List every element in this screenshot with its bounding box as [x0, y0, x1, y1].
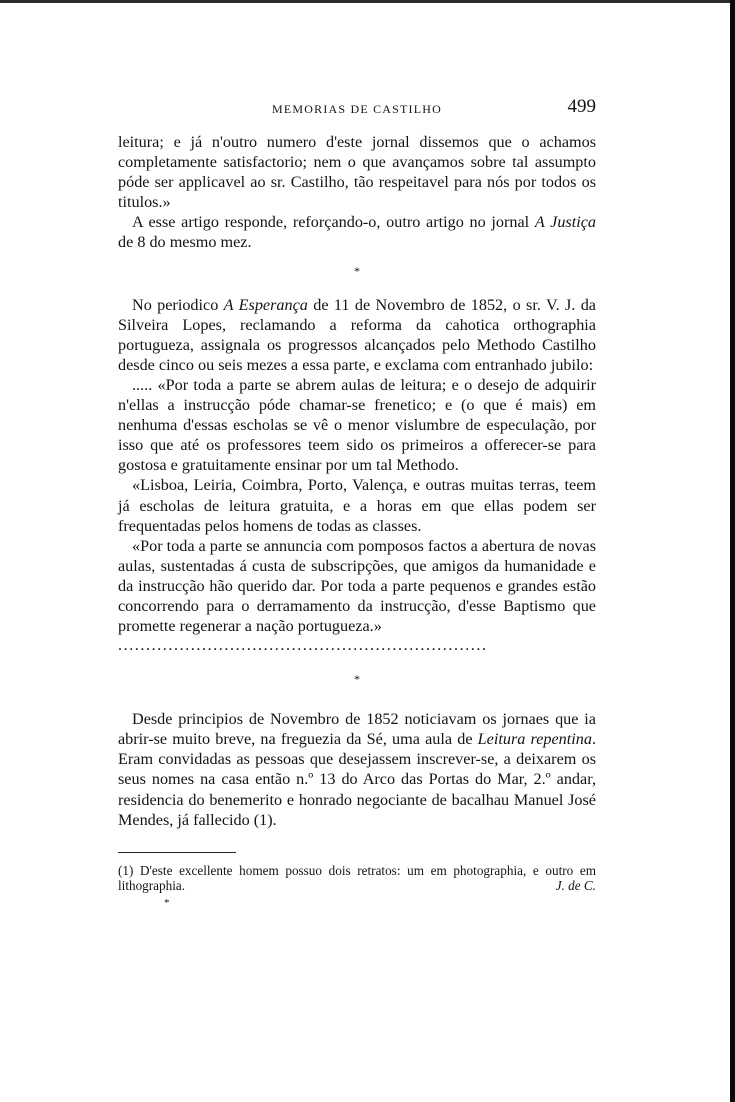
paragraph-1: leitura; e já n'outro numero d'este jornal dissemos que o achamos completamente satisfactorio; nem o que avançamos sobre tal assumpto póde ser applicavel ao sr. Castilho, tão respeitavel para nós por todos os titulos.» — [118, 133, 596, 212]
paragraph-5-quote: «Lisboa, Leiria, Coimbra, Porto, Valença, e outras muitas terras, teem já escholas de leitura gratuita, e a horas em que ellas podem ser frequentadas pelos homens de todas as classes. — [118, 476, 596, 535]
paragraph-3-text-b: de 11 de Novembro de 1852, o sr. V. J. da Silveira Lopes, reclamando a reforma da cahotica orthographia portugueza, assignala os progressos alcançados pelo Methodo Castilho desde cinco ou seis mezes a essa parte, e exclama com entranhado jubilo: — [118, 295, 596, 374]
paragraph-3-text-a: No periodico — [132, 295, 224, 314]
section-asterism-2: * — [354, 672, 360, 687]
footnote-signature: J. de C. — [555, 877, 596, 893]
paragraph-7-text-a: Desde principios de Novembro de 1852 noticiavam os jornaes que ia abrir-se muito breve, na freguezia da Sé, uma aula de — [118, 710, 596, 749]
paragraph-3 — [118, 295, 596, 375]
paragraph-7 — [118, 709, 596, 830]
running-title: MEMORIAS DE CASTILHO — [272, 102, 443, 116]
paragraph-2-text-a: A esse artigo responde, reforçando-o, outro artigo no jornal — [132, 213, 535, 232]
running-head — [118, 96, 596, 126]
page-edge-right — [730, 0, 735, 1102]
course-title-leitura-repentina: Leitura repentina — [477, 730, 592, 749]
page-edge-top — [0, 0, 735, 3]
paragraph-4-quote: ..... «Por toda a parte se abrem aulas de leitura; e o desejo de adquirir n'ellas a instrucção póde chamar-se frenetico; e (o que é mais) em nenhuma d'essas escholas se vê o menor vislumbre de especulação, por isso que até os professores teem sido os primeiros a offerecer-se para gostosa e gratuitamente ensinar por um tal Methodo. — [118, 375, 596, 475]
paragraph-6-quote: «Por toda a parte se annuncia com pomposos factos a abertura de novas aulas, sustentadas á custa de subscripções, que amigos da humanidade e da instrucção hão querido dar. Por toda a parte pequenos e grandes estão concorrendo para o derramamento da instrucção, d'esse Baptismo que promette regenerar a nação portugueza.» — [118, 536, 596, 636]
journal-title-a-esperanca: A Esperança — [223, 295, 308, 314]
footnote-rule — [118, 852, 236, 853]
body-text — [118, 132, 596, 830]
paragraph-2 — [118, 212, 596, 252]
page-number: 499 — [567, 96, 596, 117]
paragraph-2-text-b: de 8 do mesmo mez. — [118, 233, 252, 252]
paragraph-7-text-b: . Eram convidadas as pessoas que desejassem inscrever-se, a deixarem os seus nomes na casa então n.º 13 do Arco das Portas do Mar, 2.º andar, residencia do benemerito e honrado negociante de bacalhau Manuel José Mendes, já fallecido (1). — [118, 730, 596, 829]
footnote — [118, 863, 596, 893]
footnote-asterisk: * — [164, 896, 170, 909]
journal-title-a-justica: A Justiça — [534, 213, 596, 232]
footnote-text: (1) D'este excellente homem possuo dois retratos: um em photographia, e outro em lithographia. — [118, 862, 596, 893]
section-asterism-1: * — [354, 263, 360, 278]
book-page — [118, 96, 596, 909]
ellipsis-line: .................................................................. — [118, 637, 488, 655]
